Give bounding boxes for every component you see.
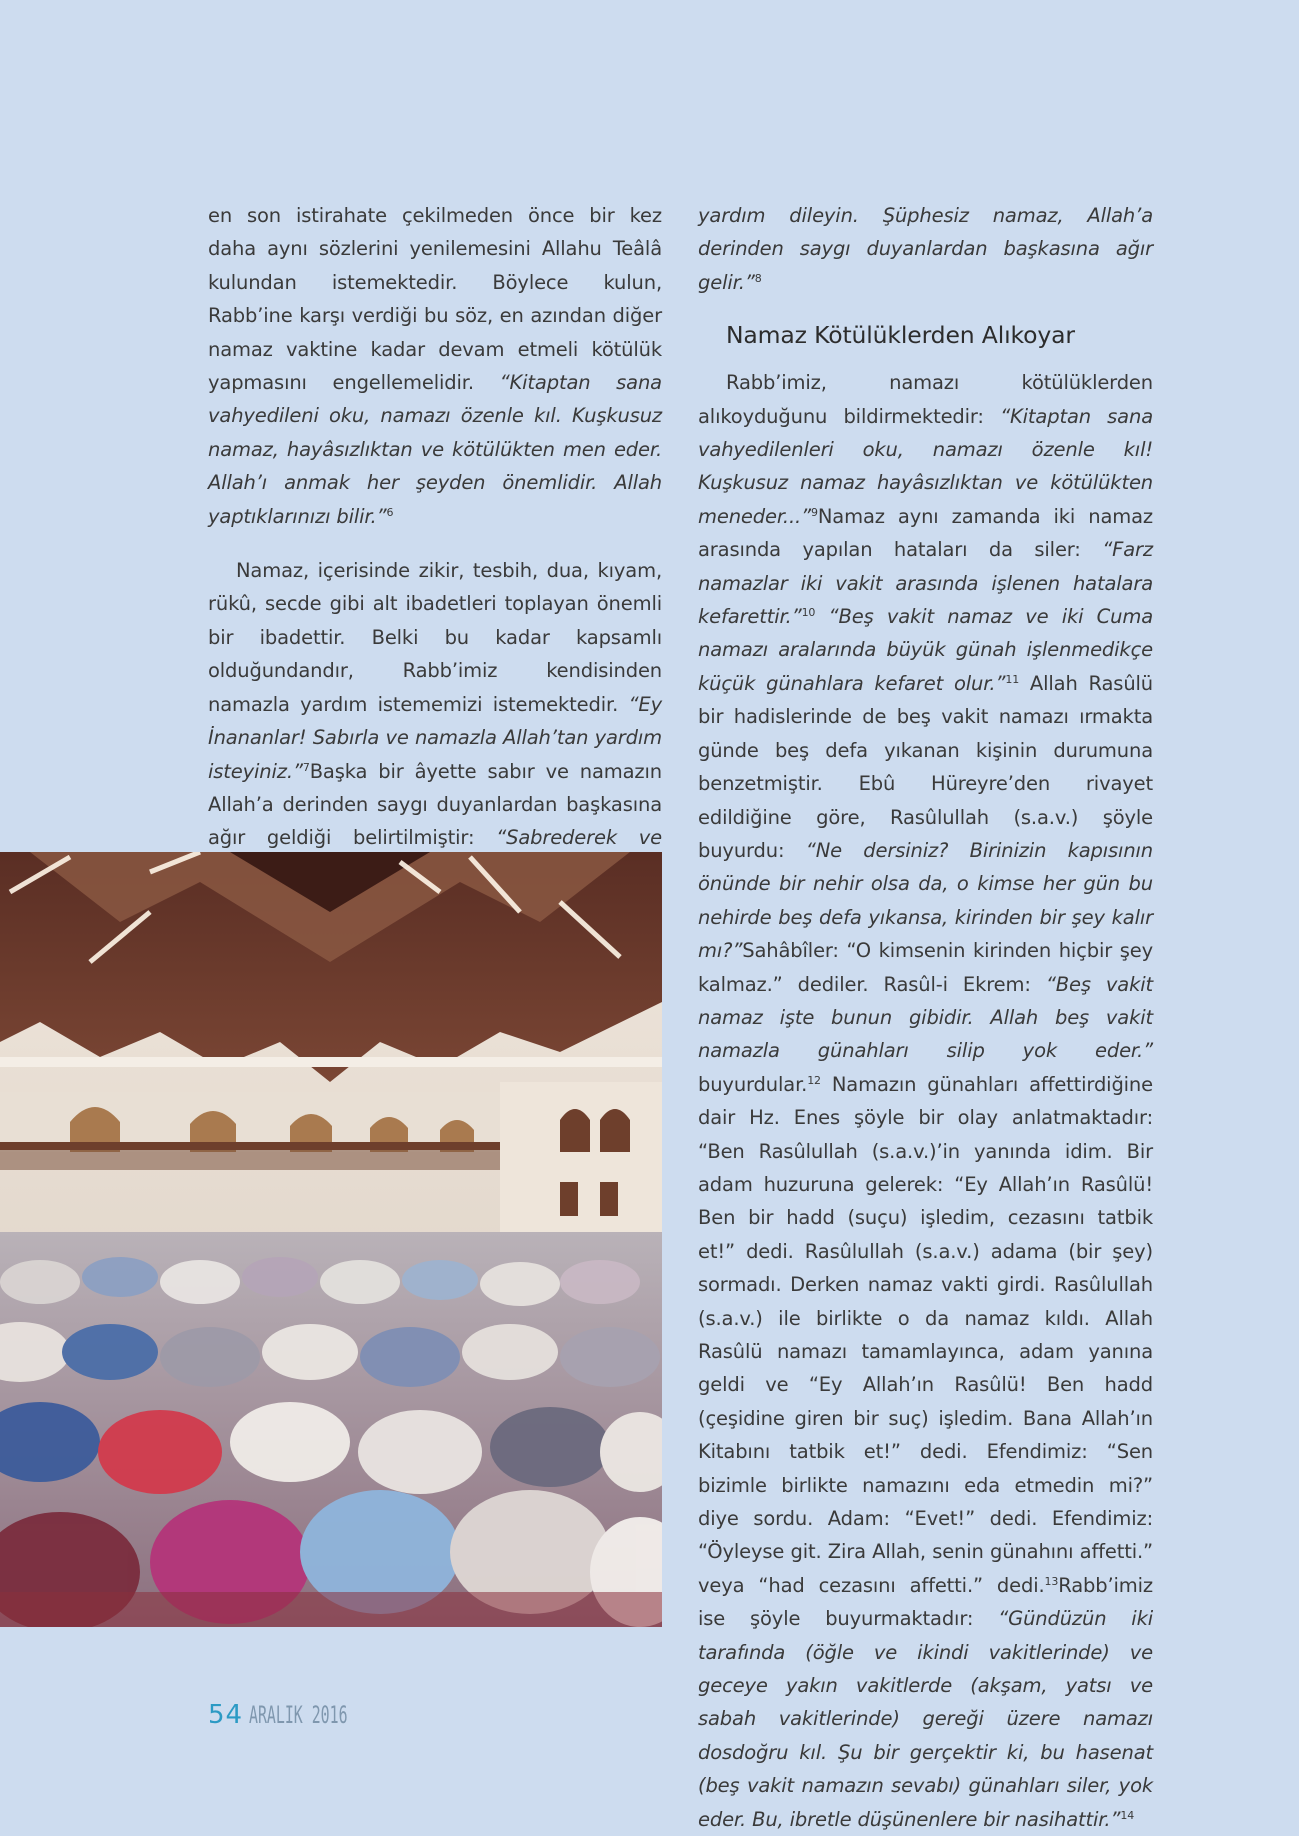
footnote-marker: 11 [1005, 672, 1020, 686]
mosque-prayer-photo [0, 852, 662, 1627]
quoted-verse: “Gündüzün iki tarafında (öğle ve ikindi vakitlerinde) ve geceye yakın vakitlerde (akşam, yatsı ve sabah vakitlerinde) gereği üzere namazı dosdoğru kıl. Şu bir gerçektir ki, bu hasenat (beş vakit namazın sevabı) günahları siler, yok eder. Bu, ibretle düşünenlere bir nasihattir.” [698, 1607, 1153, 1831]
text-run: Namaz, içerisinde zikir, tesbih, dua, kıyam, rükû, secde gibi alt ibadetleri toplayan önemli bir ibadettir. Belki bu kadar kapsamlı olduğundandır, Rabb’imiz kendisinden namazla yardım istememizi istemektedir. [208, 559, 662, 716]
footnote-marker: 13 [1044, 1574, 1059, 1588]
footnote-marker: 8 [754, 271, 762, 285]
text-run: Rabb’imiz, namazı kötülüklerden alıkoyduğunu bildirmektedir: [698, 371, 1153, 428]
page-number: 54 [208, 1700, 244, 1730]
page-footer [208, 1700, 408, 1730]
footnote-marker: 7 [302, 760, 310, 774]
text-run [815, 605, 828, 628]
quoted-verse: “Kitaptan sana vahyedileni oku, namazı özenle kıl. Kuşkusuz namaz, hayâsızlıktan ve kötülükten men eder. Allah’ı anmak her şeyden önemlidir. Allah yaptıklarınızı bilir.” [208, 371, 662, 528]
quoted-verse: “Beş vakit namaz ve iki Cuma namazı aralarında büyük günah işlenmedikçe küçük günahlara kefaret olur.” [698, 605, 1153, 695]
footnote-marker: 9 [811, 505, 818, 519]
text-run: Rabb’imiz ise şöyle buyurmaktadır: [698, 1573, 1153, 1631]
text-run: Sahâbîler: “O kimsenin kirinden hiçbir şey kalmaz.” dediler. Rasûl-i Ekrem: [698, 939, 1153, 996]
issue-date: ARALIK 2016 [249, 1701, 348, 1729]
footnote-marker: 10 [801, 606, 816, 620]
quoted-verse: “Ne dersiniz? Birinizin kapısının önünde bir nehir olsa da, o kimse her gün bu nehirde beş defa yıkansa, kirinden bir şey kalır mı?” [698, 838, 1154, 963]
text-run: Allah Rasûlü bir hadislerinde de beş vakit namazı ırmakta günde beş defa yıkanan kişinin durumuna benzetmiştir. Ebû Hüreyre’den rivayet edildiğine göre, Rasûlullah (s.a.v.) şöyle buyurdu: [698, 671, 1153, 862]
footnote-marker: 6 [386, 505, 394, 519]
footnote-marker: 14 [1120, 1808, 1135, 1822]
paragraph [698, 366, 1153, 1836]
paragraph [698, 199, 1153, 299]
paragraph [208, 199, 662, 533]
quoted-verse: “Ey İnananlar! Sabırla ve namazla Allah’tan yardım isteyiniz.” [208, 692, 662, 783]
text-run: buyurdular. [698, 1072, 808, 1096]
quoted-verse: yardım dileyin. Şüphesiz namaz, Allah’a derinden saygı duyanlardan başkasına ağır gelir.” [698, 204, 1153, 294]
quoted-verse: “Kitaptan sana vahyedilenleri oku, namazı özenle kıl! Kuşkusuz namaz hayâsızlıktan ve kötülükten meneder...” [698, 404, 1153, 528]
text-run: Başka bir âyette sabır ve namazın Allah’a derinden saygı duyanlardan başkasına ağır geldiği belirtilmiştir: [208, 759, 662, 850]
section-heading: Namaz Kötülüklerden Alıkoyar [726, 321, 1075, 350]
right-text-column [698, 199, 1153, 1836]
quoted-verse: “Beş vakit namaz işte bunun gibidir. Allah beş vakit namazla günahları silip yok eder.” [698, 972, 1153, 1063]
text-run: Namazın günahları affettirdiğine dair Hz. Enes şöyle bir olay anlatmaktadır: “Ben Rasûlullah (s.a.v.)’in yanında idim. Bir adam huzuruna gelerek: “Ey Allah’ın Rasûlü! Ben bir hadd (suçu) işledim, cezasını tatbik et!” dedi. Rasûlullah (s.a.v.) adama (bir şey) sormadı. Derken namaz vakti girdi. Rasûlullah (s.a.v.) ile birlikte o da namaz kıldı. Allah Rasûlü namazı tamamlayınca, adam yanına geldi ve “Ey Allah’ın Rasûlü! Ben hadd (çeşidine giren bir suç) işledim. Bana Allah’ın Kitabını tatbik et!” dedi. Efendimiz: “Sen bizimle birlikte namazını eda etmedin mi?” diye sordu. Adam: “Evet!” dedi. Efendimiz: “Öyleyse git. Zira Allah, senin günahını affetti.” veya “had cezasını affetti.” dedi. [698, 1072, 1153, 1597]
paragraph [208, 554, 662, 888]
quoted-verse: “Farz namazlar iki vakit arasında işlenen hatalara kefarettir.” [698, 538, 1153, 629]
left-text-column [208, 199, 662, 888]
quoted-verse: “Sabrederek ve [496, 826, 662, 850]
text-run: en son istirahate çekilmeden önce bir kez daha aynı sözlerini yenilemesini Allahu Teâlâ kulundan istemektedir. Böylece kulun, Rabb’ine karşı verdiği bu söz, en azından diğer namaz vaktine kadar devam etmeli kötülük yapmasını engellemelidir. [208, 204, 662, 395]
footnote-marker: 12 [807, 1073, 821, 1087]
text-run: Namaz aynı zamanda iki namaz arasında yapılan hataları da siler: [698, 504, 1153, 562]
